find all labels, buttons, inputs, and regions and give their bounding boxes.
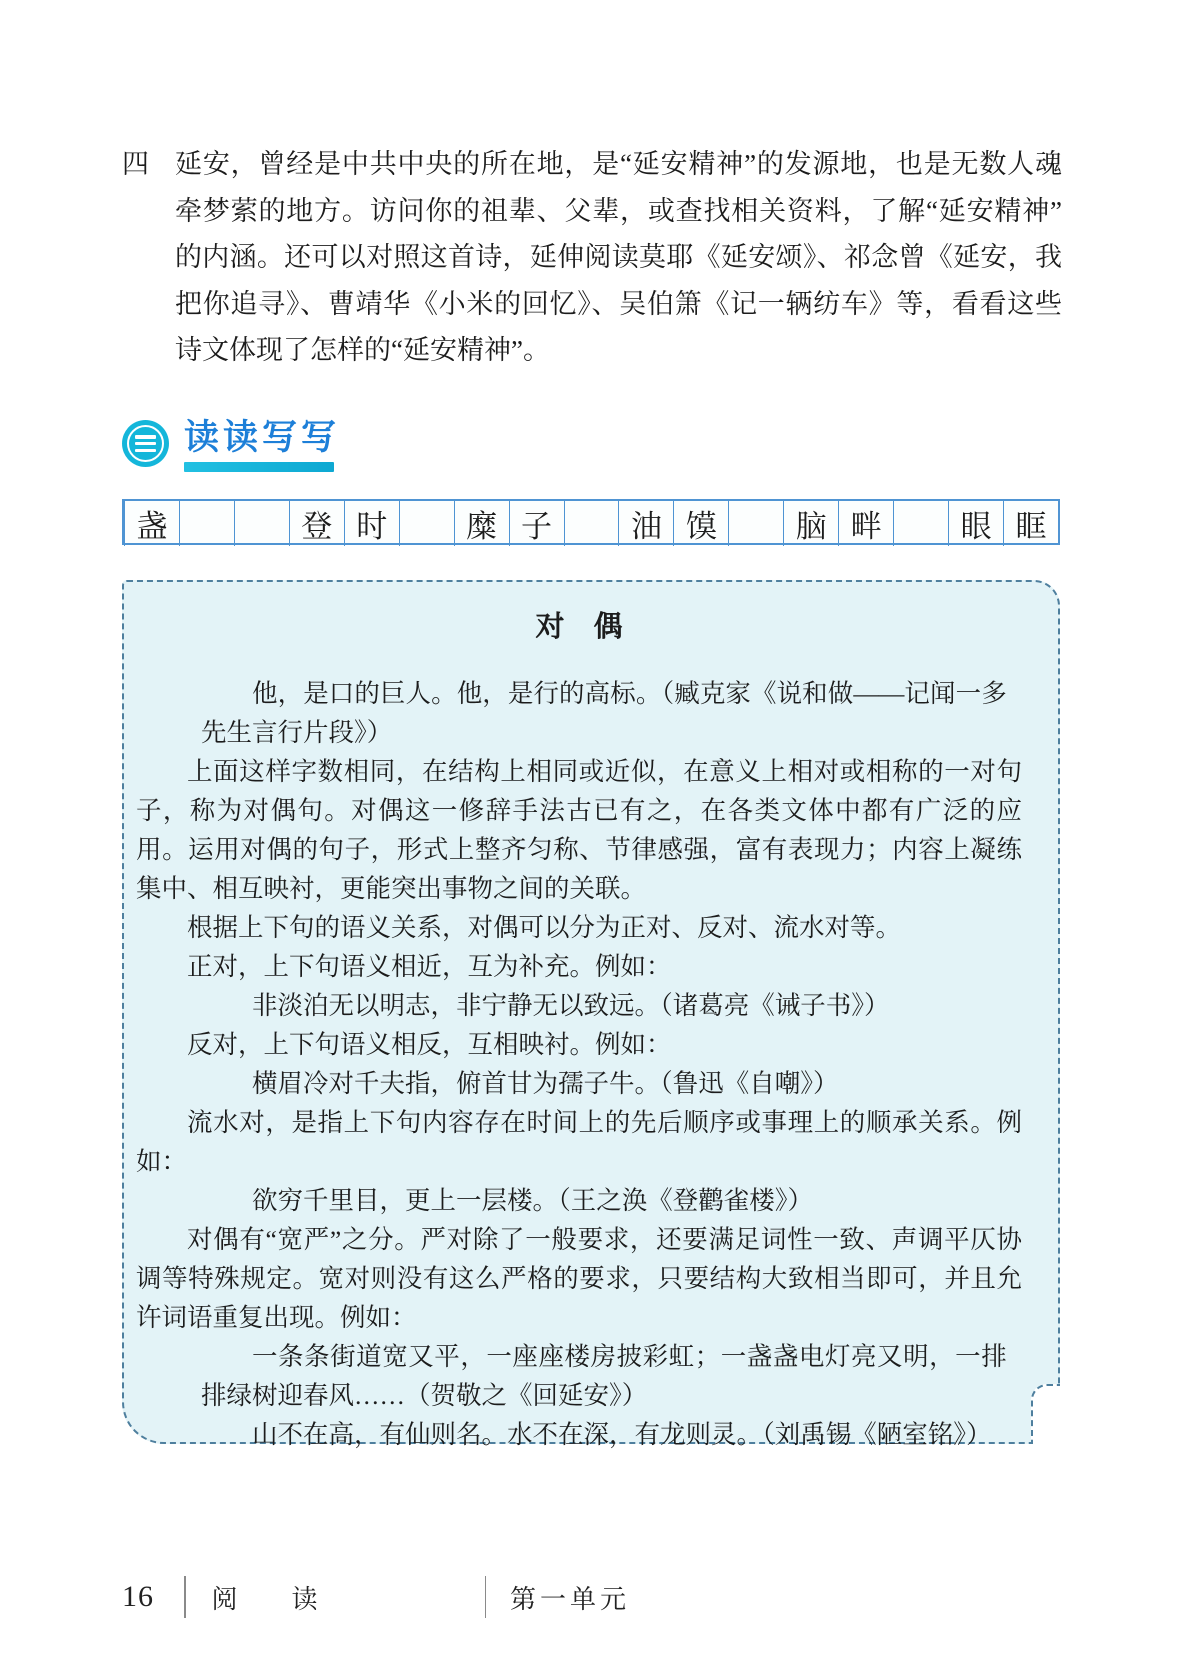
section-header: [122, 417, 340, 472]
grid-cell: 时: [344, 501, 399, 546]
couplet-knowledge-box: [122, 580, 1060, 1449]
box-paragraph: 一条条街道宽又平，一座座楼房披彩虹；一盏盏电灯亮又明，一排排绿树迎春风……（贺敬之《回延安》）: [201, 1342, 1007, 1410]
word-grid: [122, 499, 1060, 545]
list-circle-icon: [122, 420, 169, 467]
exercise-number: 四: [122, 149, 149, 179]
grid-cell: 子: [509, 501, 564, 546]
exercise-item-4: [122, 141, 1062, 374]
grid-cell: [399, 501, 454, 546]
section-title-block: [184, 417, 340, 472]
grid-cell: 登: [289, 501, 344, 546]
box-paragraph: 对偶有“宽严”之分。严对除了一般要求，还要满足词性一致、声调平仄协调等特殊规定。宽对则没有这么严格的要求，只要结构大致相当即可，并且允许词语重复出现。例如：: [136, 1225, 1022, 1332]
grid-cell: 畔: [838, 501, 893, 546]
page-footer: [122, 1572, 1060, 1622]
footer-reading-label: 阅 读: [211, 1584, 332, 1614]
grid-cell: [728, 501, 783, 546]
box-paragraph: 欲穷千里目，更上一层楼。（王之涣《登鹳雀楼》）: [252, 1186, 814, 1215]
box-paragraph: 根据上下句的语义关系，对偶可以分为正对、反对、流水对等。: [187, 913, 902, 942]
grid-cell: 糜: [454, 501, 509, 546]
box-paragraph: 反对，上下句语义相反，互相映衬。例如：: [187, 1030, 672, 1059]
box-corner-notch: [1031, 1384, 1060, 1444]
grid-cell: 眼: [948, 501, 1003, 546]
box-paragraph: 他，是口的巨人。他，是行的高标。（臧克家《说和做——记闻一多先生言行片段》）: [201, 679, 1007, 747]
grid-cell: [564, 501, 619, 546]
grid-cell: 馍: [673, 501, 728, 546]
page-number: 16: [122, 1580, 154, 1613]
box-paragraph: 山不在高，有仙则名。水不在深，有龙则灵。（刘禹锡《陋室铭》）: [252, 1420, 992, 1449]
footer-divider: [184, 1576, 186, 1618]
box-title: 对 偶: [535, 611, 623, 643]
grid-cell: [234, 501, 289, 546]
grid-cell: 油: [618, 501, 673, 546]
grid-cell: 盏: [124, 501, 179, 546]
exercise-text: 延安，曾经是中共中央的所在地，是“延安精神”的发源地，也是无数人魂牵梦萦的地方。访问你的祖辈、父辈，或查找相关资料，了解“延安精神”的内涵。还可以对照这首诗，延伸阅读莫耶《延安颂》、祁念曾《延安，我把你追寻》、曹靖华《小米的回忆》、吴伯箫《记一辆纺车》等，看看这些诗文体现了怎样的“延安精神”。: [175, 149, 1062, 365]
grid-cell: [893, 501, 948, 546]
footer-divider: [485, 1576, 487, 1618]
box-paragraph: 流水对，是指上下句内容存在时间上的先后顺序或事理上的顺承关系。例如：: [136, 1108, 1022, 1176]
grid-cell: 眶: [1003, 501, 1058, 546]
box-body: [136, 674, 1022, 1454]
grid-cell: [179, 501, 234, 546]
section-title-underline: [184, 462, 334, 472]
box-paragraph: 上面这样字数相同，在结构上相同或近似，在意义上相对或相称的一对句子，称为对偶句。对偶这一修辞手法古已有之，在各类文体中都有广泛的应用。运用对偶的句子，形式上整齐匀称、节律感强，富有表现力；内容上凝练集中、相互映衬，更能突出事物之间的关联。: [136, 757, 1022, 903]
footer-unit-label: 第一单元: [510, 1584, 631, 1614]
box-paragraph: 非淡泊无以明志，非宁静无以致远。（诸葛亮《诫子书》）: [252, 991, 890, 1020]
section-title: 读读写写: [184, 418, 341, 457]
icon-bars: [135, 435, 156, 452]
box-paragraph: 正对，上下句语义相近，互为补充。例如：: [187, 952, 672, 981]
grid-cell: 脑: [783, 501, 838, 546]
box-paragraph: 横眉冷对千夫指，俯首甘为孺子牛。（鲁迅《自嘲》）: [252, 1069, 839, 1098]
